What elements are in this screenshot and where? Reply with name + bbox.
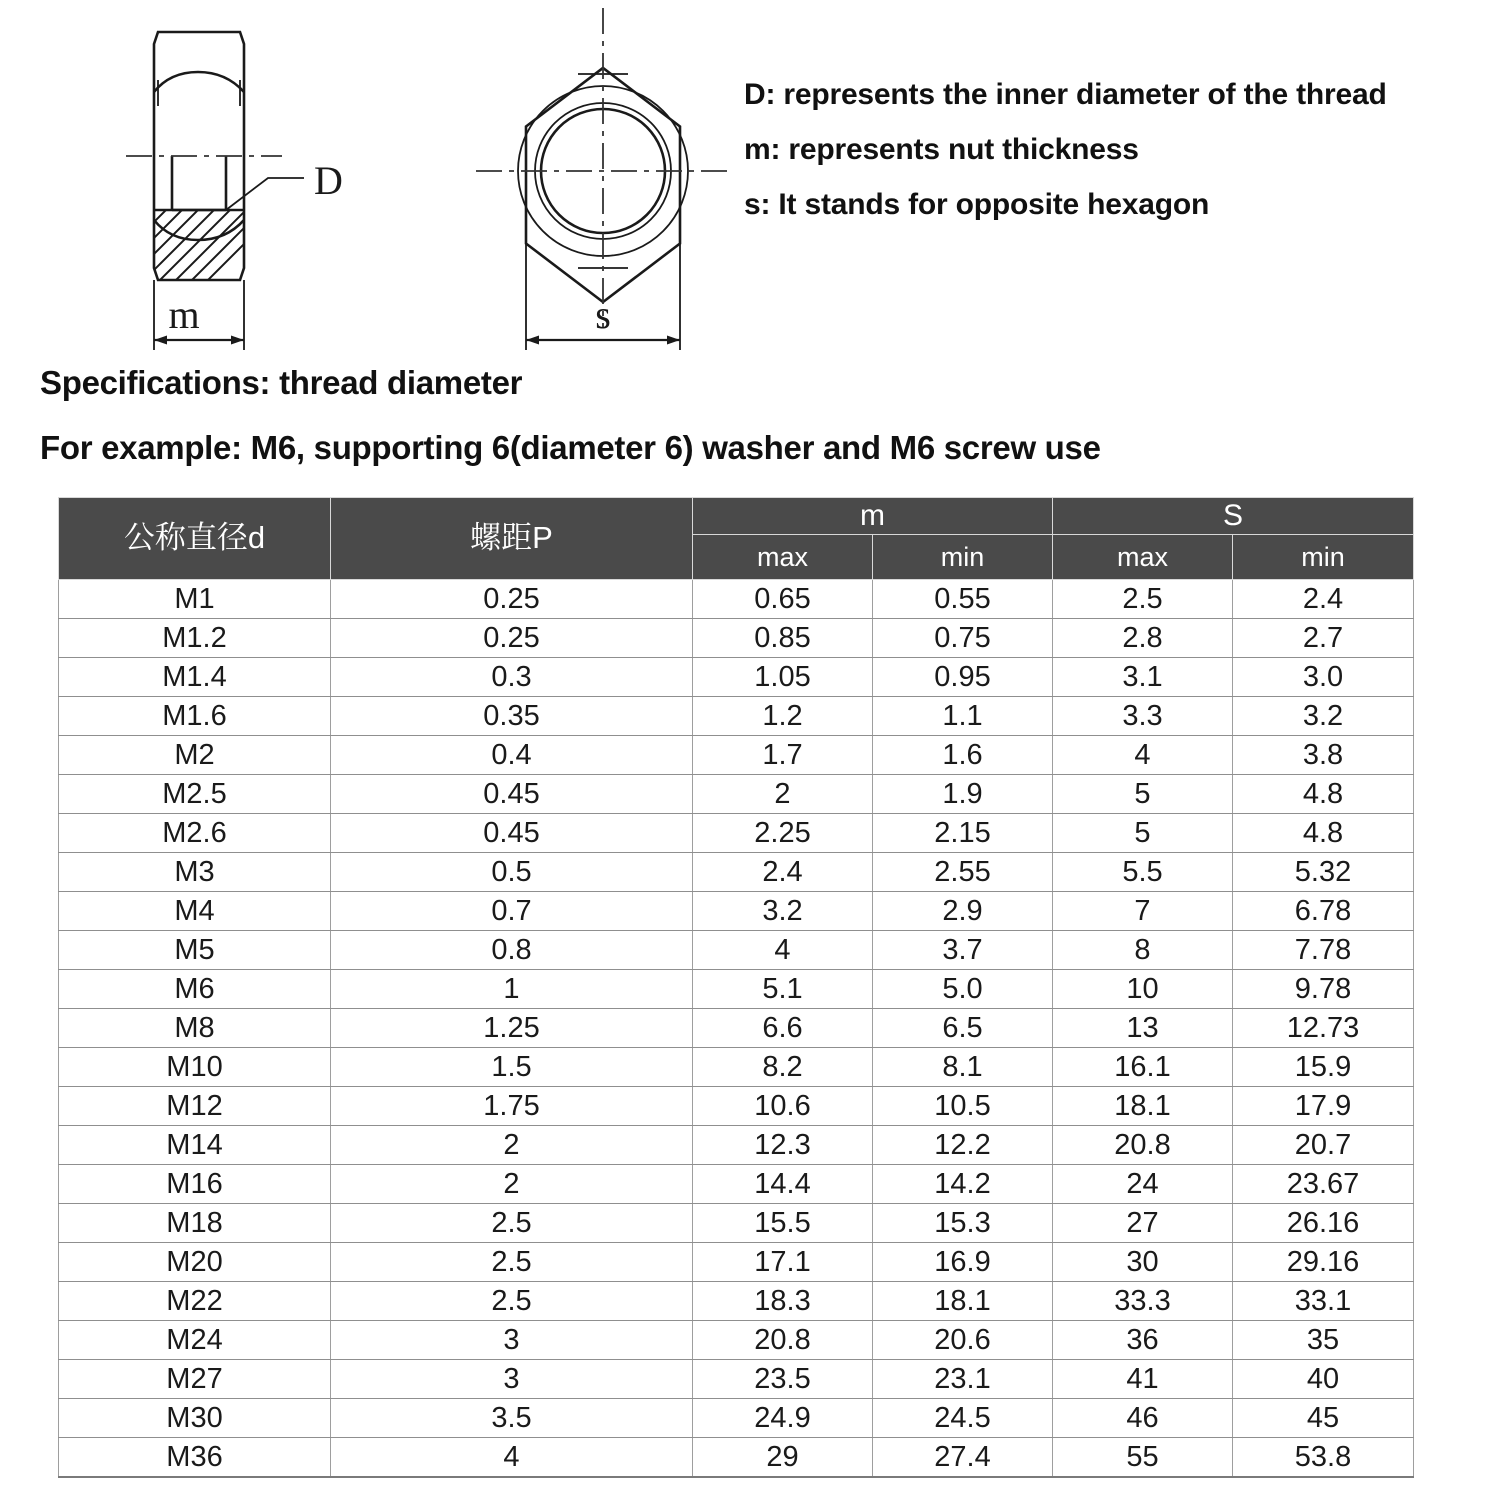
cell-s-min: 35 bbox=[1233, 1321, 1414, 1360]
table-row bbox=[59, 1282, 1414, 1321]
table-row bbox=[59, 1321, 1414, 1360]
cell-s-min: 6.78 bbox=[1233, 892, 1414, 931]
table-row bbox=[59, 1165, 1414, 1204]
cell-s-max: 13 bbox=[1053, 1009, 1233, 1048]
cell-m-max: 2 bbox=[693, 775, 873, 814]
nut-dimensions-table bbox=[58, 497, 1414, 1478]
cell-m-max: 10.6 bbox=[693, 1087, 873, 1126]
cell-nominal-diameter: M1.4 bbox=[59, 658, 331, 697]
cell-s-min: 53.8 bbox=[1233, 1438, 1414, 1478]
cell-s-min: 2.4 bbox=[1233, 580, 1414, 619]
cell-m-min: 20.6 bbox=[873, 1321, 1053, 1360]
cell-s-min: 33.1 bbox=[1233, 1282, 1414, 1321]
cell-nominal-diameter: M22 bbox=[59, 1282, 331, 1321]
column-header-m-max: max bbox=[693, 535, 873, 580]
specifications-heading: Specifications: thread diameter bbox=[40, 364, 523, 401]
cell-m-min: 16.9 bbox=[873, 1243, 1053, 1282]
table-row bbox=[59, 1204, 1414, 1243]
cell-m-max: 15.5 bbox=[693, 1204, 873, 1243]
cell-s-max: 5 bbox=[1053, 814, 1233, 853]
cell-nominal-diameter: M27 bbox=[59, 1360, 331, 1399]
cell-m-min: 1.6 bbox=[873, 736, 1053, 775]
cell-pitch: 0.5 bbox=[331, 853, 693, 892]
cell-m-max: 24.9 bbox=[693, 1399, 873, 1438]
cell-s-max: 30 bbox=[1053, 1243, 1233, 1282]
cell-m-min: 0.75 bbox=[873, 619, 1053, 658]
table-row bbox=[59, 1360, 1414, 1399]
cell-nominal-diameter: M10 bbox=[59, 1048, 331, 1087]
front-view-s-label: s bbox=[595, 292, 611, 337]
cell-s-max: 4 bbox=[1053, 736, 1233, 775]
table-row bbox=[59, 1243, 1414, 1282]
cell-m-min: 0.55 bbox=[873, 580, 1053, 619]
cell-m-max: 2.4 bbox=[693, 853, 873, 892]
cell-pitch: 2 bbox=[331, 1126, 693, 1165]
table-row bbox=[59, 619, 1414, 658]
cell-s-max: 5 bbox=[1053, 775, 1233, 814]
table-row bbox=[59, 736, 1414, 775]
cell-pitch: 0.3 bbox=[331, 658, 693, 697]
cell-s-max: 18.1 bbox=[1053, 1087, 1233, 1126]
cell-pitch: 2.5 bbox=[331, 1282, 693, 1321]
table-body bbox=[59, 580, 1414, 1478]
cell-pitch: 1 bbox=[331, 970, 693, 1009]
cell-pitch: 1.5 bbox=[331, 1048, 693, 1087]
cell-m-min: 6.5 bbox=[873, 1009, 1053, 1048]
cell-pitch: 2.5 bbox=[331, 1243, 693, 1282]
cell-m-max: 12.3 bbox=[693, 1126, 873, 1165]
cell-m-max: 6.6 bbox=[693, 1009, 873, 1048]
cell-pitch: 1.25 bbox=[331, 1009, 693, 1048]
cell-m-max: 2.25 bbox=[693, 814, 873, 853]
table-row bbox=[59, 814, 1414, 853]
cell-s-max: 3.1 bbox=[1053, 658, 1233, 697]
cell-m-max: 23.5 bbox=[693, 1360, 873, 1399]
cell-pitch: 2.5 bbox=[331, 1204, 693, 1243]
cell-s-max: 10 bbox=[1053, 970, 1233, 1009]
cell-m-min: 2.55 bbox=[873, 853, 1053, 892]
cell-s-max: 46 bbox=[1053, 1399, 1233, 1438]
cell-m-min: 12.2 bbox=[873, 1126, 1053, 1165]
column-group-header-m: m bbox=[693, 498, 1053, 535]
cell-s-min: 15.9 bbox=[1233, 1048, 1414, 1087]
table-row bbox=[59, 580, 1414, 619]
cell-m-max: 1.7 bbox=[693, 736, 873, 775]
table-row bbox=[59, 697, 1414, 736]
cell-s-max: 16.1 bbox=[1053, 1048, 1233, 1087]
column-header-pitch: 螺距P bbox=[331, 498, 693, 580]
specifications-example: For example: M6, supporting 6(diameter 6) washer and M6 screw use bbox=[40, 429, 1101, 466]
cell-s-max: 55 bbox=[1053, 1438, 1233, 1478]
cell-nominal-diameter: M3 bbox=[59, 853, 331, 892]
cell-m-min: 2.9 bbox=[873, 892, 1053, 931]
cell-s-max: 7 bbox=[1053, 892, 1233, 931]
cell-s-min: 12.73 bbox=[1233, 1009, 1414, 1048]
cell-m-max: 4 bbox=[693, 931, 873, 970]
cell-m-max: 14.4 bbox=[693, 1165, 873, 1204]
cell-nominal-diameter: M1.6 bbox=[59, 697, 331, 736]
cell-s-min: 29.16 bbox=[1233, 1243, 1414, 1282]
legend-line-m: m: represents nut thickness bbox=[744, 133, 1139, 166]
side-view-m-label: m bbox=[168, 292, 200, 337]
table-header-row-top bbox=[59, 498, 1414, 535]
cell-s-max: 5.5 bbox=[1053, 853, 1233, 892]
table-row bbox=[59, 1438, 1414, 1478]
cell-m-min: 18.1 bbox=[873, 1282, 1053, 1321]
specifications-text bbox=[40, 366, 1480, 464]
cell-pitch: 0.8 bbox=[331, 931, 693, 970]
cell-s-max: 41 bbox=[1053, 1360, 1233, 1399]
side-view-d-label: D bbox=[314, 158, 343, 203]
cell-s-max: 27 bbox=[1053, 1204, 1233, 1243]
cell-m-max: 20.8 bbox=[693, 1321, 873, 1360]
cell-pitch: 0.45 bbox=[331, 775, 693, 814]
cell-s-max: 3.3 bbox=[1053, 697, 1233, 736]
column-header-s-max: max bbox=[1053, 535, 1233, 580]
cell-s-max: 2.5 bbox=[1053, 580, 1233, 619]
cell-nominal-diameter: M18 bbox=[59, 1204, 331, 1243]
cell-s-min: 3.2 bbox=[1233, 697, 1414, 736]
cell-s-min: 3.0 bbox=[1233, 658, 1414, 697]
cell-s-min: 4.8 bbox=[1233, 814, 1414, 853]
cell-nominal-diameter: M20 bbox=[59, 1243, 331, 1282]
cell-m-max: 0.85 bbox=[693, 619, 873, 658]
column-header-s-min: min bbox=[1233, 535, 1414, 580]
cell-m-min: 8.1 bbox=[873, 1048, 1053, 1087]
cell-nominal-diameter: M2.6 bbox=[59, 814, 331, 853]
legend-line-d: D: represents the inner diameter of the thread bbox=[744, 78, 1387, 111]
table-row bbox=[59, 1399, 1414, 1438]
cell-s-max: 8 bbox=[1053, 931, 1233, 970]
cell-pitch: 0.25 bbox=[331, 619, 693, 658]
cell-nominal-diameter: M36 bbox=[59, 1438, 331, 1478]
cell-pitch: 3 bbox=[331, 1360, 693, 1399]
table-row bbox=[59, 775, 1414, 814]
cell-s-min: 26.16 bbox=[1233, 1204, 1414, 1243]
cell-m-min: 2.15 bbox=[873, 814, 1053, 853]
cell-m-min: 0.95 bbox=[873, 658, 1053, 697]
cell-m-max: 1.2 bbox=[693, 697, 873, 736]
cell-nominal-diameter: M2 bbox=[59, 736, 331, 775]
cell-pitch: 0.25 bbox=[331, 580, 693, 619]
table-row bbox=[59, 970, 1414, 1009]
cell-pitch: 0.35 bbox=[331, 697, 693, 736]
cell-m-max: 0.65 bbox=[693, 580, 873, 619]
table-row bbox=[59, 931, 1414, 970]
table-row bbox=[59, 658, 1414, 697]
cell-pitch: 0.4 bbox=[331, 736, 693, 775]
cell-nominal-diameter: M16 bbox=[59, 1165, 331, 1204]
cell-s-min: 3.8 bbox=[1233, 736, 1414, 775]
cell-s-min: 23.67 bbox=[1233, 1165, 1414, 1204]
column-header-m-min: min bbox=[873, 535, 1053, 580]
cell-nominal-diameter: M14 bbox=[59, 1126, 331, 1165]
cell-m-min: 27.4 bbox=[873, 1438, 1053, 1478]
cell-m-max: 29 bbox=[693, 1438, 873, 1478]
cell-m-max: 17.1 bbox=[693, 1243, 873, 1282]
cell-m-min: 23.1 bbox=[873, 1360, 1053, 1399]
cell-nominal-diameter: M24 bbox=[59, 1321, 331, 1360]
table-row bbox=[59, 1048, 1414, 1087]
cell-s-min: 9.78 bbox=[1233, 970, 1414, 1009]
cell-pitch: 4 bbox=[331, 1438, 693, 1478]
column-group-header-s: S bbox=[1053, 498, 1414, 535]
nut-dimensions-table-container bbox=[58, 497, 1413, 1478]
cell-m-min: 24.5 bbox=[873, 1399, 1053, 1438]
cell-nominal-diameter: M6 bbox=[59, 970, 331, 1009]
cell-s-min: 4.8 bbox=[1233, 775, 1414, 814]
cell-nominal-diameter: M30 bbox=[59, 1399, 331, 1438]
cell-m-max: 8.2 bbox=[693, 1048, 873, 1087]
cell-s-min: 45 bbox=[1233, 1399, 1414, 1438]
cell-pitch: 0.45 bbox=[331, 814, 693, 853]
cell-pitch: 0.7 bbox=[331, 892, 693, 931]
cell-m-min: 10.5 bbox=[873, 1087, 1053, 1126]
legend-line-s: s: It stands for opposite hexagon bbox=[744, 188, 1210, 221]
cell-s-min: 40 bbox=[1233, 1360, 1414, 1399]
cell-m-max: 18.3 bbox=[693, 1282, 873, 1321]
cell-nominal-diameter: M2.5 bbox=[59, 775, 331, 814]
hex-nut-front-view-drawing bbox=[468, 6, 758, 358]
cell-s-min: 20.7 bbox=[1233, 1126, 1414, 1165]
table-header bbox=[59, 498, 1414, 580]
table-row bbox=[59, 892, 1414, 931]
cell-m-max: 1.05 bbox=[693, 658, 873, 697]
cell-m-max: 3.2 bbox=[693, 892, 873, 931]
symbol-legend bbox=[744, 80, 1494, 245]
cell-s-min: 7.78 bbox=[1233, 931, 1414, 970]
cell-pitch: 2 bbox=[331, 1165, 693, 1204]
table-row bbox=[59, 1087, 1414, 1126]
cell-nominal-diameter: M1 bbox=[59, 580, 331, 619]
table-row bbox=[59, 1009, 1414, 1048]
cell-s-max: 20.8 bbox=[1053, 1126, 1233, 1165]
cell-nominal-diameter: M12 bbox=[59, 1087, 331, 1126]
cell-pitch: 3.5 bbox=[331, 1399, 693, 1438]
cell-nominal-diameter: M4 bbox=[59, 892, 331, 931]
cell-m-min: 1.1 bbox=[873, 697, 1053, 736]
cell-nominal-diameter: M8 bbox=[59, 1009, 331, 1048]
cell-pitch: 1.75 bbox=[331, 1087, 693, 1126]
hex-nut-side-view-drawing bbox=[118, 6, 378, 358]
table-row bbox=[59, 853, 1414, 892]
cell-m-min: 15.3 bbox=[873, 1204, 1053, 1243]
cell-s-max: 36 bbox=[1053, 1321, 1233, 1360]
cell-s-min: 17.9 bbox=[1233, 1087, 1414, 1126]
cell-nominal-diameter: M1.2 bbox=[59, 619, 331, 658]
drawings-and-legend-area bbox=[0, 0, 1500, 362]
cell-s-min: 5.32 bbox=[1233, 853, 1414, 892]
cell-m-min: 5.0 bbox=[873, 970, 1053, 1009]
cell-m-max: 5.1 bbox=[693, 970, 873, 1009]
cell-m-min: 3.7 bbox=[873, 931, 1053, 970]
table-row bbox=[59, 1126, 1414, 1165]
cell-s-max: 24 bbox=[1053, 1165, 1233, 1204]
cell-nominal-diameter: M5 bbox=[59, 931, 331, 970]
cell-s-min: 2.7 bbox=[1233, 619, 1414, 658]
cell-s-max: 33.3 bbox=[1053, 1282, 1233, 1321]
cell-pitch: 3 bbox=[331, 1321, 693, 1360]
cell-m-min: 1.9 bbox=[873, 775, 1053, 814]
column-header-nominal-diameter: 公称直径d bbox=[59, 498, 331, 580]
cell-s-max: 2.8 bbox=[1053, 619, 1233, 658]
cell-m-min: 14.2 bbox=[873, 1165, 1053, 1204]
